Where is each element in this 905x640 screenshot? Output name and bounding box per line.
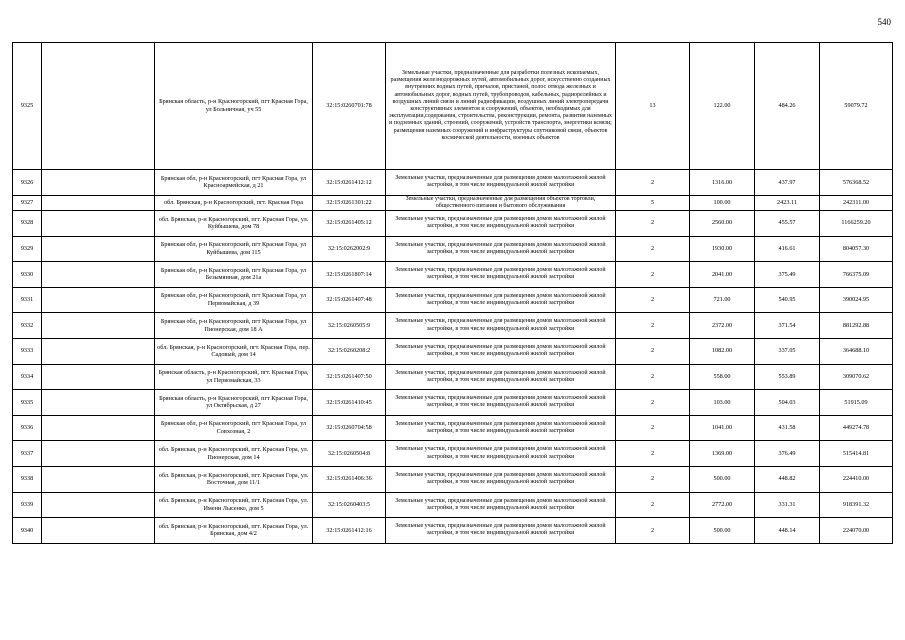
page-number: 540: [877, 17, 891, 27]
use-group-cell: 2: [616, 262, 690, 288]
address-cell: Брянская область, р-н Красногорский, пгт Красная Гора, ул Больничная, уч 55: [155, 43, 313, 170]
cadastral-value-cell: 918391.32: [820, 492, 893, 518]
cadastral-value-cell: 1166259.20: [820, 210, 893, 236]
use-group-cell: 2: [616, 170, 690, 196]
table-row: [13, 210, 893, 236]
specific-value-cell: 416.61: [755, 236, 820, 262]
specific-value-cell: 376.49: [755, 441, 820, 467]
area-cell: 721.00: [690, 287, 755, 313]
table-body: [13, 43, 893, 544]
row-number-cell: 9339: [13, 492, 42, 518]
area-cell: 103.00: [690, 390, 755, 416]
area-cell: 2372.00: [690, 313, 755, 339]
specific-value-cell: 455.57: [755, 210, 820, 236]
address-cell: обл. Брянская, р-н Красногорский, пгт. Красная Гора, ул. Пионерская, дом 14: [155, 441, 313, 467]
land-use-cell: Земельные участки, предназначенные для размещения объектов торговли, общественного питания и бытового обслуживания: [386, 195, 616, 210]
address-cell: обл. Брянская, р-н Красногорский, пгт. Красная Гора: [155, 195, 313, 210]
land-use-cell: Земельные участки, предназначенные для размещения домов малоэтажной жилой застройки, в том числе индивидуальной жилой застройки: [386, 492, 616, 518]
specific-value-cell: 331.31: [755, 492, 820, 518]
use-group-cell: 13: [616, 43, 690, 170]
address-cell: Брянская обл, р-н Красногорский, пгт Красная Гора, ул Первомайская, д 39: [155, 287, 313, 313]
table-row: [13, 313, 893, 339]
cadastral-number-cell: 32:15:0261412:16: [313, 518, 386, 544]
specific-value-cell: 484.26: [755, 43, 820, 170]
cadastral-number-cell: 32:15:0261406:36: [313, 466, 386, 492]
area-cell: 2772.00: [690, 492, 755, 518]
use-group-cell: 2: [616, 390, 690, 416]
address-cell: Брянская обл, р-н Красногорский, пгт Красная Гора, ул Красноармейская, д 21: [155, 170, 313, 196]
cadastral-value-cell: 881292.88: [820, 313, 893, 339]
address-cell: обл. Брянская, р-н Красногорский, пгт. Красная Гора, ул. Брянская, дом 4/2: [155, 518, 313, 544]
cadastral-number-cell: 32:15:0260208:2: [313, 338, 386, 364]
land-use-cell: Земельные участки, предназначенные для размещения домов малоэтажной жилой застройки, в том числе индивидуальной жилой застройки: [386, 338, 616, 364]
row-number-cell: 9340: [13, 518, 42, 544]
empty-cell: [42, 390, 155, 416]
cadastral-number-cell: 32:15:0260504:8: [313, 441, 386, 467]
land-use-cell: Земельные участки, предназначенные для размещения домов малоэтажной жилой застройки, в том числе индивидуальной жилой застройки: [386, 466, 616, 492]
specific-value-cell: 371.54: [755, 313, 820, 339]
use-group-cell: 2: [616, 236, 690, 262]
empty-cell: [42, 262, 155, 288]
empty-cell: [42, 415, 155, 441]
empty-cell: [42, 170, 155, 196]
use-group-cell: 2: [616, 441, 690, 467]
table-row: [13, 492, 893, 518]
table-row: [13, 338, 893, 364]
address-cell: Брянская обл, р-н Красногорский, пгт Красная Гора, ул Куйбышева, дом 115: [155, 236, 313, 262]
row-number-cell: 9325: [13, 43, 42, 170]
row-number-cell: 9332: [13, 313, 42, 339]
row-number-cell: 9336: [13, 415, 42, 441]
empty-cell: [42, 338, 155, 364]
cadastral-number-cell: 32:15:0260704:58: [313, 415, 386, 441]
row-number-cell: 9331: [13, 287, 42, 313]
cadastral-number-cell: 32:15:0261407:50: [313, 364, 386, 390]
row-number-cell: 9328: [13, 210, 42, 236]
use-group-cell: 2: [616, 466, 690, 492]
cadastral-number-cell: 32:15:0261412:12: [313, 170, 386, 196]
row-number-cell: 9329: [13, 236, 42, 262]
empty-cell: [42, 210, 155, 236]
use-group-cell: 2: [616, 415, 690, 441]
row-number-cell: 9337: [13, 441, 42, 467]
empty-cell: [42, 313, 155, 339]
cadastral-value-cell: 390024.95: [820, 287, 893, 313]
use-group-cell: 2: [616, 287, 690, 313]
area-cell: 1930.00: [690, 236, 755, 262]
land-use-cell: Земельные участки, предназначенные для размещения домов малоэтажной жилой застройки, в том числе индивидуальной жилой застройки: [386, 236, 616, 262]
area-cell: 2560.00: [690, 210, 755, 236]
cadastral-value-cell: 364688.10: [820, 338, 893, 364]
table-row: [13, 43, 893, 170]
cadastral-value-cell: 224410.00: [820, 466, 893, 492]
cadastral-value-cell: 224070.00: [820, 518, 893, 544]
use-group-cell: 2: [616, 364, 690, 390]
specific-value-cell: 437.97: [755, 170, 820, 196]
cadastral-value-cell: 766375.09: [820, 262, 893, 288]
specific-value-cell: 375.49: [755, 262, 820, 288]
area-cell: 558.00: [690, 364, 755, 390]
row-number-cell: 9330: [13, 262, 42, 288]
specific-value-cell: 448.14: [755, 518, 820, 544]
cadastral-number-cell: 32:15:0261405:12: [313, 210, 386, 236]
row-number-cell: 9333: [13, 338, 42, 364]
row-number-cell: 9338: [13, 466, 42, 492]
land-use-cell: Земельные участки, предназначенные для разработки полезных ископаемых, размещения железнодорожных путей, автомобильных дорог, искусственно созданных внутренних водных путей, причалов, пристаней, полос отвода железных и автомобильных дорог, водных путей, трубопроводов, кабельных, радиорелейных и воздушных линий связи и линий радиофикации, воздушных линий электропередачи конструктивных элементов и сооружений, объектов, необходимых для эксплуатации,содержания, строительства, реконструкции, ремонта, развития наземных и подземных зданий, строений, сооружений, устройств транспорта, энергетики ксвязи; размещения наземных сооружений и инфраструктуры спутниковой связи, объектов космической деятельности, военных объектов: [386, 43, 616, 170]
address-cell: Брянская обл, р-н Красногорский, пгт Красная Гора, ул Совхозная, 2: [155, 415, 313, 441]
table-row: [13, 170, 893, 196]
specific-value-cell: 431.58: [755, 415, 820, 441]
use-group-cell: 2: [616, 338, 690, 364]
table-row: [13, 287, 893, 313]
cadastral-value-cell: 449274.78: [820, 415, 893, 441]
land-use-cell: Земельные участки, предназначенные для размещения домов малоэтажной жилой застройки, в том числе индивидуальной жилой застройки: [386, 313, 616, 339]
land-use-cell: Земельные участки, предназначенные для размещения домов малоэтажной жилой застройки, в том числе индивидуальной жилой застройки: [386, 364, 616, 390]
area-cell: 1041.00: [690, 415, 755, 441]
specific-value-cell: 448.82: [755, 466, 820, 492]
table-row: [13, 236, 893, 262]
empty-cell: [42, 287, 155, 313]
row-number-cell: 9334: [13, 364, 42, 390]
address-cell: Брянская область, р-н Красногорский, пгт. Красная Гора, ул Первомайская, 33: [155, 364, 313, 390]
use-group-cell: 2: [616, 210, 690, 236]
empty-cell: [42, 195, 155, 210]
cadastral-value-cell: 59079.72: [820, 43, 893, 170]
use-group-cell: 2: [616, 313, 690, 339]
cadastral-number-cell: 32:15:0261301:22: [313, 195, 386, 210]
cadastral-value-cell: 804057.30: [820, 236, 893, 262]
table-row: [13, 441, 893, 467]
land-use-cell: Земельные участки, предназначенные для размещения домов малоэтажной жилой застройки, в том числе индивидуальной жилой застройки: [386, 170, 616, 196]
cadastral-number-cell: 32:15:0261807:14: [313, 262, 386, 288]
area-cell: 1082.00: [690, 338, 755, 364]
cadastral-value-cell: 309070.62: [820, 364, 893, 390]
address-cell: обл. Брянская, р-н Красногорский, пгт. Красная Гора, ул. Восточная, дом 11/1: [155, 466, 313, 492]
use-group-cell: 2: [616, 518, 690, 544]
use-group-cell: 2: [616, 492, 690, 518]
land-use-cell: Земельные участки, предназначенные для размещения домов малоэтажной жилой застройки, в том числе индивидуальной жилой застройки: [386, 390, 616, 416]
cadastral-number-cell: 32:15:0260505:9: [313, 313, 386, 339]
cadastral-value-table: [12, 42, 893, 544]
land-use-cell: Земельные участки, предназначенные для размещения домов малоэтажной жилой застройки, в том числе индивидуальной жилой застройки: [386, 415, 616, 441]
specific-value-cell: 504.03: [755, 390, 820, 416]
table-row: [13, 415, 893, 441]
empty-cell: [42, 236, 155, 262]
land-use-cell: Земельные участки, предназначенные для размещения домов малоэтажной жилой застройки, в том числе индивидуальной жилой застройки: [386, 518, 616, 544]
row-number-cell: 9327: [13, 195, 42, 210]
cadastral-number-cell: 32:15:0261407:48: [313, 287, 386, 313]
empty-cell: [42, 441, 155, 467]
table-row: [13, 390, 893, 416]
empty-cell: [42, 466, 155, 492]
empty-cell: [42, 518, 155, 544]
cadastral-number-cell: 32:15:0261410:45: [313, 390, 386, 416]
table-row: [13, 262, 893, 288]
address-cell: обл. Брянская, р-н Красногорский, пгт. Красная Гора, ул. Куйбышева, дом 78: [155, 210, 313, 236]
area-cell: 500.00: [690, 518, 755, 544]
specific-value-cell: 2423.11: [755, 195, 820, 210]
specific-value-cell: 553.89: [755, 364, 820, 390]
area-cell: 1369.00: [690, 441, 755, 467]
cadastral-value-cell: 242311.00: [820, 195, 893, 210]
cadastral-number-cell: 32:15:0260403:5: [313, 492, 386, 518]
address-cell: обл. Брянская, р-н Красногорский, пгт. Красная Гора, ул. Имени Лысенко, дом 5: [155, 492, 313, 518]
use-group-cell: 5: [616, 195, 690, 210]
land-use-cell: Земельные участки, предназначенные для размещения домов малоэтажной жилой застройки, в том числе индивидуальной жилой застройки: [386, 262, 616, 288]
empty-cell: [42, 43, 155, 170]
specific-value-cell: 540.95: [755, 287, 820, 313]
cadastral-value-cell: 515414.81: [820, 441, 893, 467]
cadastral-value-cell: 51915.09: [820, 390, 893, 416]
address-cell: обл. Брянская, р-н Красногорский, пгт. Красная Гора, пер. Садовый, дом 14: [155, 338, 313, 364]
land-use-cell: Земельные участки, предназначенные для размещения домов малоэтажной жилой застройки, в том числе индивидуальной жилой застройки: [386, 210, 616, 236]
table-row: [13, 364, 893, 390]
address-cell: Брянская обл, р-н Красногорский, пгт Красная Гора, ул Безымянная, дом 21а: [155, 262, 313, 288]
empty-cell: [42, 364, 155, 390]
land-use-cell: Земельные участки, предназначенные для размещения домов малоэтажной жилой застройки, в том числе индивидуальной жилой застройки: [386, 287, 616, 313]
area-cell: 1316.00: [690, 170, 755, 196]
area-cell: 2041.00: [690, 262, 755, 288]
area-cell: 100.00: [690, 195, 755, 210]
row-number-cell: 9326: [13, 170, 42, 196]
row-number-cell: 9335: [13, 390, 42, 416]
cadastral-value-cell: 576368.52: [820, 170, 893, 196]
empty-cell: [42, 492, 155, 518]
land-use-cell: Земельные участки, предназначенные для размещения домов малоэтажной жилой застройки, в том числе индивидуальной жилой застройки: [386, 441, 616, 467]
address-cell: Брянская область, р-н Красногорский, пгт Красная Гора, ул Октябрьская, д 27: [155, 390, 313, 416]
cadastral-number-cell: 32:15:0260701:78: [313, 43, 386, 170]
address-cell: Брянская обл, р-н Красногорский, пгт Красная Гора, ул Пионерская, дом 18 А: [155, 313, 313, 339]
table-row: [13, 518, 893, 544]
table-row: [13, 195, 893, 210]
specific-value-cell: 337.05: [755, 338, 820, 364]
table-row: [13, 466, 893, 492]
area-cell: 500.00: [690, 466, 755, 492]
cadastral-number-cell: 32:15:0262002:9: [313, 236, 386, 262]
area-cell: 122.00: [690, 43, 755, 170]
